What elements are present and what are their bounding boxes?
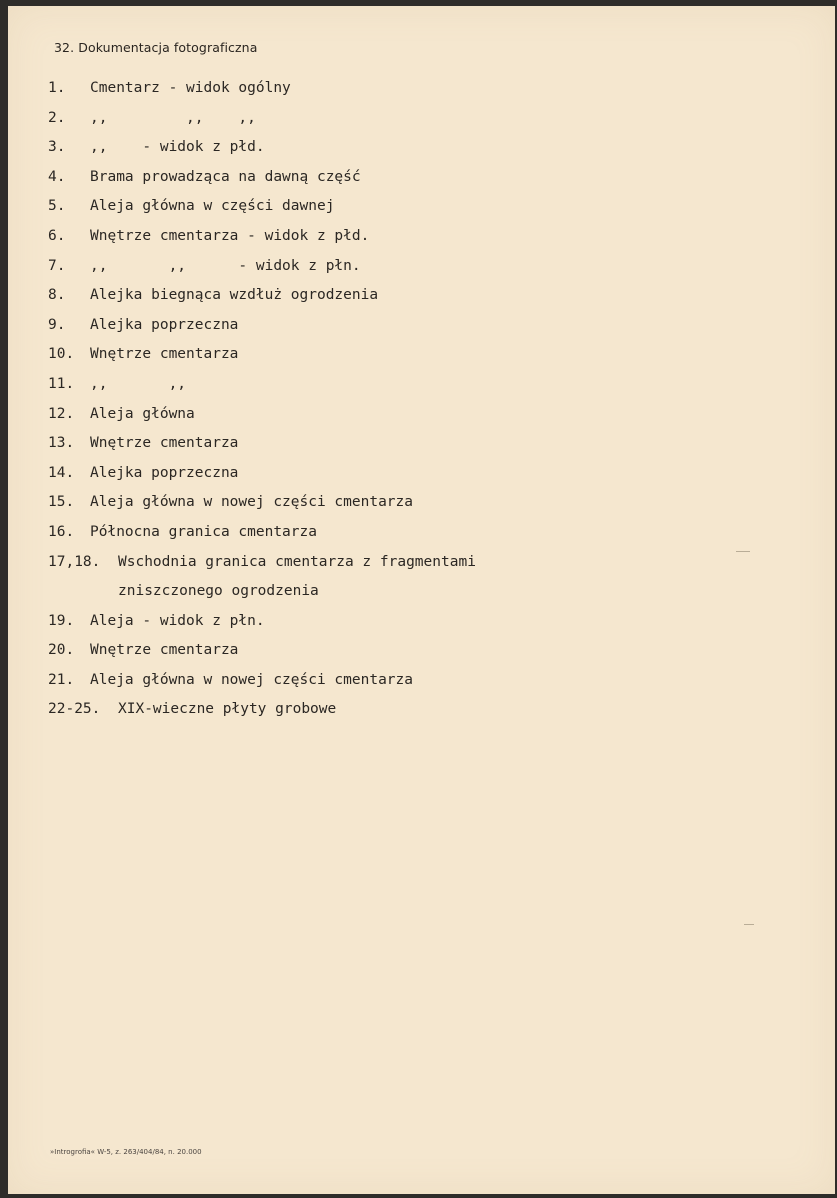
item-text: ,, ,, ,, [90, 109, 256, 126]
item-text: Alejka poprzeczna [90, 316, 239, 333]
list-item [8, 74, 835, 104]
list-item [8, 400, 835, 430]
item-number: 19. [48, 612, 75, 629]
item-text: zniszczonego ogrodzenia [118, 583, 319, 600]
list-item-continuation [8, 577, 835, 607]
item-number: 13. [48, 435, 75, 452]
item-number: 22-25. [48, 701, 101, 718]
list-item [8, 104, 835, 134]
item-number: 9. [48, 316, 66, 333]
item-number: 21. [48, 671, 75, 688]
item-number: 15. [48, 494, 75, 511]
photo-list [8, 74, 835, 725]
item-number: 4. [48, 168, 66, 185]
item-number: 2. [48, 109, 66, 126]
item-text: Alejka poprzeczna [90, 464, 239, 481]
paper-scratch-mark [736, 551, 750, 552]
item-text: Wschodnia granica cmentarza z fragmentami [118, 553, 476, 570]
item-number: 12. [48, 405, 75, 422]
item-number: 20. [48, 642, 75, 659]
item-number: 1. [48, 80, 66, 96]
item-text: Alejka biegnąca wzdłuż ogrodzenia [90, 287, 379, 304]
list-item [8, 163, 835, 193]
list-item [8, 192, 835, 222]
list-item [8, 636, 835, 666]
item-number: 11. [48, 375, 75, 392]
list-item [8, 666, 835, 696]
item-text: ,, ,, [90, 375, 187, 392]
scan-border-left [0, 0, 8, 1198]
item-text: Brama prowadząca na dawną część [90, 168, 361, 185]
scan-border-bottom [0, 1194, 837, 1198]
item-text: Aleja główna [90, 405, 195, 422]
list-item [8, 429, 835, 459]
item-text: Wnętrze cmentarza - widok z płd. [90, 227, 370, 244]
page-heading: 32. Dokumentacja fotograficzna [54, 40, 258, 55]
item-number: 3. [48, 139, 66, 156]
list-item [8, 281, 835, 311]
item-text: ,, ,, - widok z płn. [90, 257, 361, 274]
item-number: 17,18. [48, 553, 101, 570]
paper-scratch-mark [744, 924, 754, 925]
printer-imprint: »Introgrofia« W-5, z. 263/404/84, n. 20.000 [50, 1148, 202, 1156]
list-item [8, 370, 835, 400]
item-text: Aleja - widok z płn. [90, 612, 265, 629]
list-item [8, 311, 835, 341]
item-text: Północna granica cmentarza [90, 523, 317, 540]
item-number: 6. [48, 227, 66, 244]
list-item [8, 222, 835, 252]
item-text: Wnętrze cmentarza [90, 346, 239, 363]
item-number: 8. [48, 287, 66, 304]
list-item [8, 548, 835, 578]
item-text: Wnętrze cmentarza [90, 642, 239, 659]
item-text: Aleja główna w części dawnej [90, 198, 335, 215]
list-item [8, 459, 835, 489]
item-text: ,, - widok z płd. [90, 139, 265, 156]
item-text: XIX-wieczne płyty grobowe [118, 701, 337, 718]
document-page [8, 6, 835, 1194]
list-item [8, 695, 835, 725]
list-item [8, 518, 835, 548]
item-number: 16. [48, 523, 75, 540]
list-item [8, 488, 835, 518]
item-text: Cmentarz - widok ogólny [90, 80, 291, 96]
item-number: 14. [48, 464, 75, 481]
item-number: 10. [48, 346, 75, 363]
list-item [8, 133, 835, 163]
item-text: Wnętrze cmentarza [90, 435, 239, 452]
item-number: 7. [48, 257, 66, 274]
item-text: Aleja główna w nowej części cmentarza [90, 494, 414, 511]
list-item [8, 252, 835, 282]
item-text: Aleja główna w nowej części cmentarza [90, 671, 414, 688]
item-number: 5. [48, 198, 66, 215]
list-item [8, 607, 835, 637]
list-item [8, 340, 835, 370]
